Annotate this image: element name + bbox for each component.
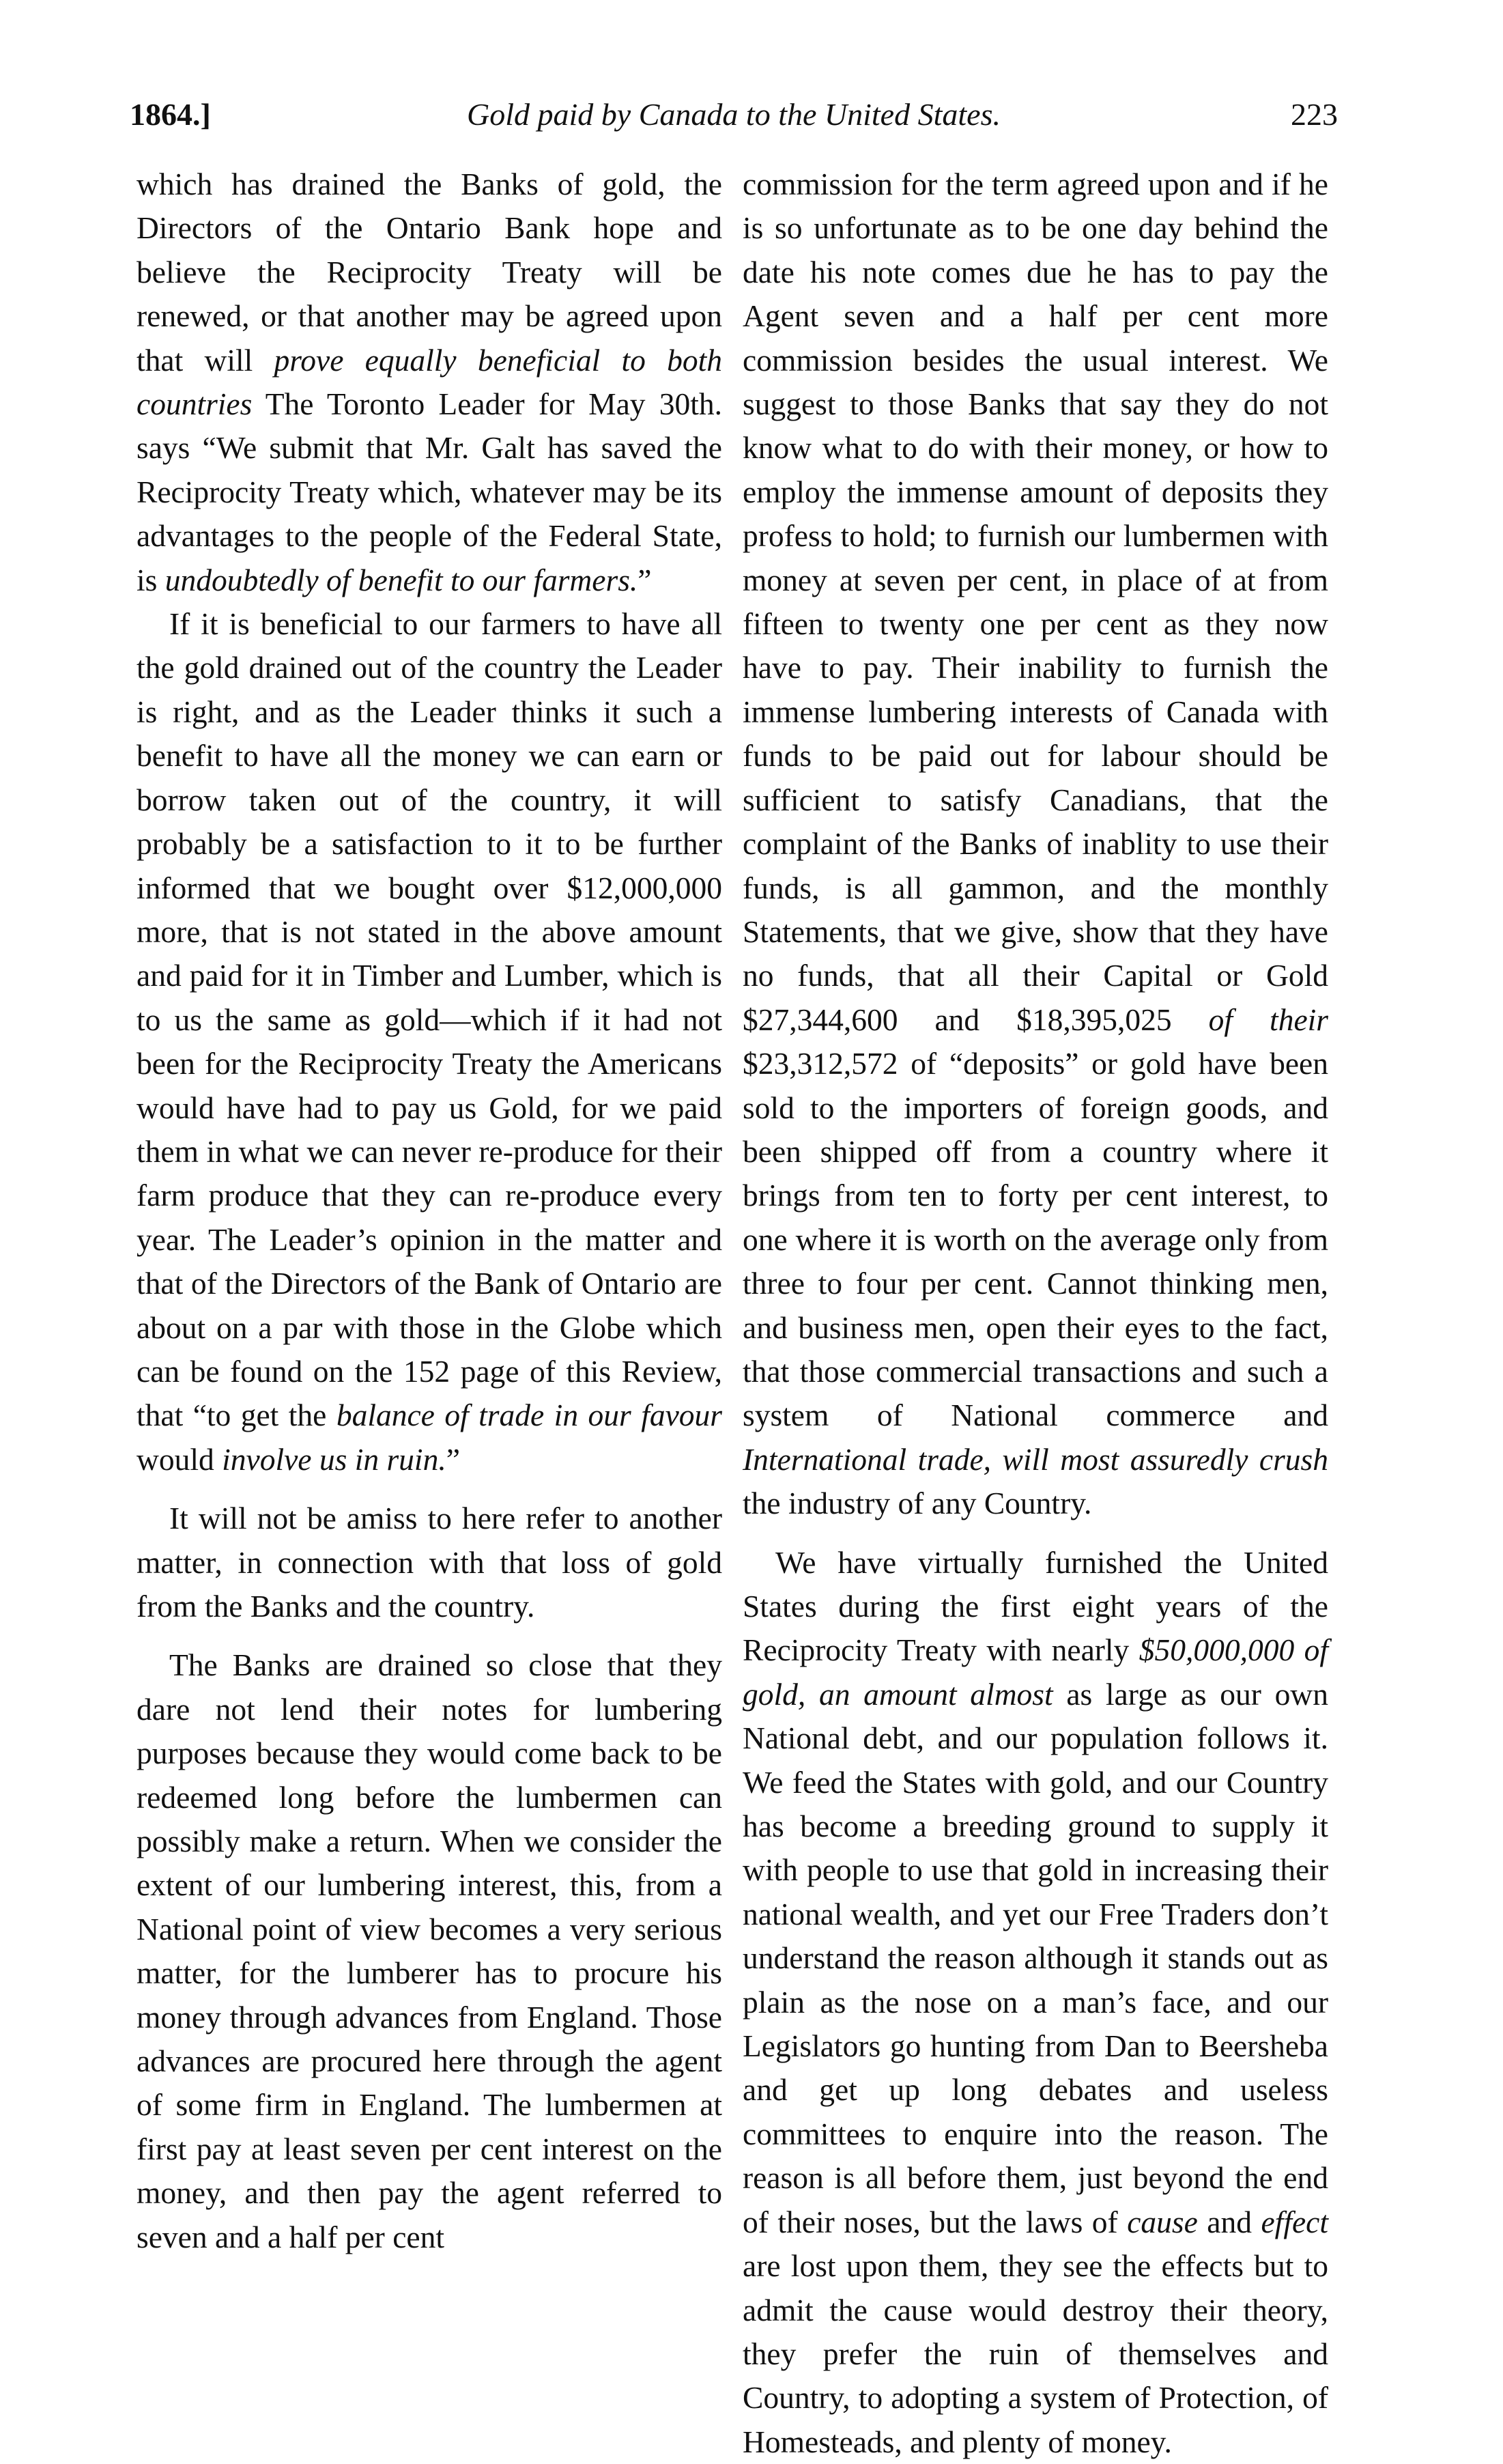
text-run: The Toronto Leader for May 30th. says “We submit that Mr. Galt has saved the Reciprocity Treaty which, whatever may be its advantages to the people of the Federal State, is	[137, 386, 722, 597]
left-paragraph-1	[137, 162, 722, 602]
left-paragraph-2	[137, 602, 722, 1482]
italic-run: effect	[1261, 2204, 1328, 2239]
left-paragraph-4: The Banks are drained so close that they dare not lend their notes for lumbering purposes because they would come back to be redeemed long before the lumbermen can possibly make a return. When we consider the extent of our lumbering interest, this, from a National point of view becomes a very serious matter, for the lumberer has to procure his money through advances from England. Those advances are procured here through the agent of some firm in England. The lumbermen at first pay at least seven per cent interest on the money, and then pay the agent referred to seven and a half per cent	[137, 1647, 722, 2254]
italic-run: balance of trade in our favour	[336, 1398, 722, 1433]
running-header	[130, 87, 1338, 142]
text-run: are lost upon them, they see the effects but to admit the cause would destroy their theory, they prefer the ruin of themselves and Country, to adopting a system of Protection, of Homesteads, and plenty of money.	[743, 2248, 1328, 2459]
text-run: If it is beneficial to our farmers to have all the gold drained out of the country the Leader is right, and as the Leader thinks it such a benefit to have all the money we can earn or borrow taken out of the country, it will probably be a satisfaction to it to be further informed that we bought over $12,000,000 more, that is not stated in the above amount and paid for it in Timber and Lumber, which is to us the same as gold—which if it had not been for the Reciprocity Treaty the Americans would have had to pay us Gold, for we paid them in what we can never re-produce for their farm produce that they can re-produce every year. The Leader’s opinion in the matter and that of the Directors of the Bank of Ontario are about on a par with those in the Globe which can be found on the 152 page of this Review, that “to get the	[137, 606, 722, 1433]
text-run: ”	[446, 1441, 460, 1477]
right-paragraph-2	[743, 1541, 1328, 2464]
italic-run: undoubtedly of benefit to our farmers.	[164, 562, 638, 597]
italic-run: involve us in ruin.	[222, 1441, 446, 1477]
left-paragraph-3: It will not be amiss to here refer to another matter, in connection with that loss of gold from the Banks and the country.	[137, 1501, 722, 1624]
italic-run: cause	[1127, 2204, 1198, 2239]
text-run: We have virtually furnished the United States during the first eight years of the Reciprocity Treaty with nearly	[743, 1544, 1328, 1668]
right-column	[743, 162, 1328, 2464]
text-run: would	[137, 1441, 223, 1477]
text-run: $23,312,572 of “deposits” or gold have been sold to the importers of foreign goods, and been shipped off from a country where it brings from ten to forty per cent interest, to one where it is worth on the average only from three to four per cent. Cannot thinking men, and business men, open their eyes to the fact, that those commercial transactions and such a system of National commerce and	[743, 1046, 1328, 1433]
italic-run: $50,000,000 of gold, an amount almost	[743, 1632, 1328, 1712]
italic-run: of their	[1208, 1002, 1328, 1037]
text-run: as large as our own National debt, and our population follows it. We feed the States with gold, and our Country has become a breeding ground to supply it with people to use that gold in increasing their national wealth, and yet our Free Traders don’t understand the reason although it stands out as plain as the nose on a man’s face, and our Legislators go hunting from Dan to Beersheba and get up long debates and useless committees to enquire into the reason. The reason is all before them, just beyond the end of their noses, but the laws of	[743, 1676, 1328, 2239]
page-number: 223	[1291, 97, 1338, 132]
text-run: the industry of any Country.	[743, 1486, 1092, 1521]
text-run: commission for the term agreed upon and if he is so unfortunate as to be one day behind the date his note comes due he has to pay the Agent seven and a half per cent more commission besides the usual interest. We suggest to those Banks that say they do not know what to do with their money, or how to employ the immense amount of deposits they profess to hold; to furnish our lumbermen with money at seven per cent, in place of at from fifteen to twenty one per cent as they now have to pay. Their inability to furnish the immense lumbering interests of Canada with funds to be paid out for labour should be sufficient to satisfy Canadians, that the complaint of the Banks of inablity to use their funds, is all gammon, and the monthly Statements, that we give, show that they have no funds, that all their Capital or Gold $27,344,600 and $18,395,025	[743, 167, 1328, 1037]
italic-run: prove equally beneficial to both countries	[137, 342, 723, 422]
right-paragraph-1	[743, 162, 1328, 1526]
text-run: which has drained the Banks of gold, the Directors of the Ontario Bank hope and believe the Reciprocity Treaty will be renewed, or that another may be agreed upon that will	[137, 167, 722, 378]
header-year: 1864.]	[130, 97, 211, 132]
italic-run: International trade, will most assuredly crush	[743, 1441, 1328, 1477]
header-title: Gold paid by Canada to the United States.	[467, 97, 1001, 132]
text-run: and	[1197, 2204, 1261, 2239]
left-column	[137, 162, 722, 2259]
text-run: ”	[638, 562, 652, 597]
